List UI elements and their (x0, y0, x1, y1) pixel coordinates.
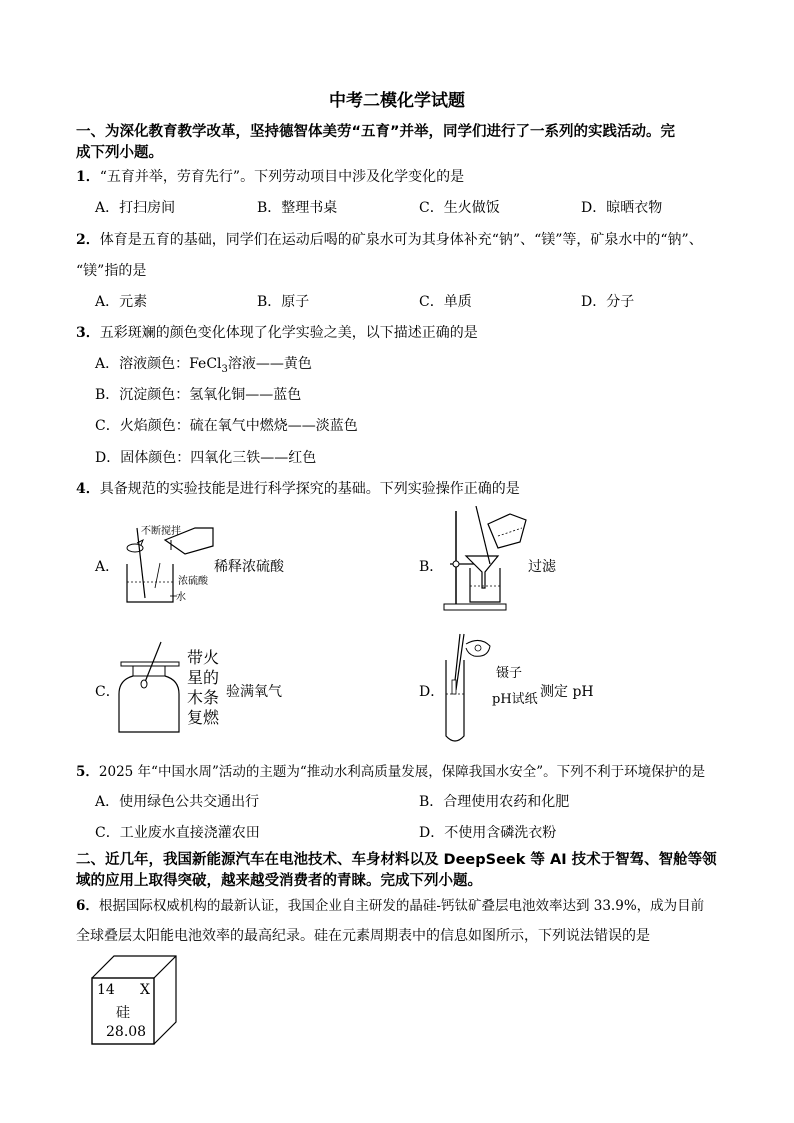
q5-option-c[interactable]: C．工业废水直接浇灌农田 (95, 825, 260, 841)
question-number: 4． (76, 481, 100, 497)
label-water: 水 (176, 592, 186, 603)
q4-option-b-caption: 过滤 (528, 559, 556, 575)
q1-option-a[interactable]: A．打扫房间 (95, 200, 176, 216)
question-stem: 具备规范的实验技能是进行科学探究的基础。下列实验操作正确的是 (99, 481, 520, 497)
element-atomic-mass: 28.08 (106, 1024, 147, 1040)
page-title: 中考二模化学试题 (329, 91, 465, 111)
question-6 (76, 894, 704, 914)
q1-option-d[interactable]: D．晾晒衣物 (581, 200, 663, 216)
question-3 (76, 322, 478, 342)
label-ph-paper: pH试纸 (492, 692, 538, 707)
label-glowing-splint (187, 648, 227, 728)
section-2-line-2: 域的应用上取得突破，越来越受消费者的青睐。完成下列小题。 (76, 873, 482, 889)
q2-option-b[interactable]: B．原子 (257, 294, 310, 310)
filtration-diagram (438, 506, 528, 616)
question-1 (76, 166, 464, 186)
ph-test-diagram (438, 632, 498, 746)
q5-option-b[interactable]: B．合理使用农药和化肥 (419, 794, 570, 810)
section-2-line-1: 二、近几年，我国新能源汽车在电池技术、车身材料以及 DeepSeek 等 AI 技术于智驾、智舱等领 (76, 852, 717, 868)
q4-option-a-letter[interactable]: A． (95, 559, 120, 575)
question-2 (76, 229, 703, 249)
q3-option-c[interactable]: C．火焰颜色：硫在氧气中燃烧——淡蓝色 (95, 418, 358, 434)
q3-option-a[interactable] (95, 353, 312, 375)
question-stem: 2025 年“中国水周”活动的主题为“推动水利高质量发展，保障我国水安全”。下列不利于环境保护的是 (98, 764, 706, 780)
q3-option-b[interactable]: B．沉淀颜色：氢氧化铜——蓝色 (95, 387, 302, 403)
label-line: 复燃 (187, 708, 220, 727)
q4-option-b-letter[interactable]: B． (419, 559, 444, 575)
q2-option-d[interactable]: D．分子 (581, 294, 635, 310)
q4-option-c-letter[interactable]: C． (95, 684, 120, 700)
option-text: 溶液——黄色 (227, 356, 312, 372)
subscript: 3 (221, 363, 228, 375)
option-text: A．溶液颜色：FeCl (95, 356, 222, 372)
q3-option-d[interactable]: D．固体颜色：四氧化三铁——红色 (95, 450, 317, 466)
section-1-line-1: 一、为深化教育教学改革，坚持德智体美劳“五育”并举，同学们进行了一系列的实践活动。完 (76, 124, 676, 140)
question-stem: 体育是五育的基础，同学们在运动后喝的矿泉水可为其身体补充“钠”、“镁”等，矿泉水中的“钠”、 (99, 232, 703, 248)
label-stirring: 不断搅拌 (141, 526, 181, 537)
question-stem: “五育并举，劳育先行”。下列劳动项目中涉及化学变化的是 (99, 169, 465, 185)
question-number: 6． (76, 898, 99, 914)
label-line: 带火 (187, 648, 220, 667)
question-stem: 根据国际权威机构的最新认证，我国企业自主研发的晶硅-钙钛矿叠层电池效率达到 33.9%，成为目前 (98, 898, 705, 914)
question-5 (76, 760, 705, 780)
q5-option-d[interactable]: D．不使用含磷洗衣粉 (419, 825, 557, 841)
q1-option-c[interactable]: C．生火做饭 (419, 200, 500, 216)
element-atomic-number: 14 (97, 982, 115, 998)
question-number: 1． (76, 169, 100, 185)
question-number: 5． (76, 764, 99, 780)
question-4 (76, 478, 520, 498)
label-concentrated-acid: 浓硫酸 (178, 576, 208, 587)
q4-option-d-caption: 测定 pH (540, 684, 594, 700)
label-line: 木条 (187, 688, 220, 707)
question-number: 3． (76, 325, 100, 341)
q5-option-a[interactable]: A．使用绿色公共交通出行 (95, 794, 260, 810)
oxygen-test-diagram (115, 640, 190, 738)
q1-option-b[interactable]: B．整理书桌 (257, 200, 338, 216)
section-1-line-2: 成下列小题。 (76, 145, 163, 161)
label-tweezers: 镊子 (496, 666, 523, 681)
question-2-stem-line-2: “镁”指的是 (76, 263, 147, 279)
question-number: 2． (76, 232, 100, 248)
q2-option-c[interactable]: C．单质 (419, 294, 472, 310)
question-stem: 五彩斑斓的颜色变化体现了化学实验之美，以下描述正确的是 (99, 325, 478, 341)
q4-option-a-caption: 稀释浓硫酸 (214, 559, 284, 575)
q4-option-c-caption: 验满氧气 (226, 684, 282, 700)
q4-option-d-letter[interactable]: D． (419, 684, 445, 700)
label-line: 星的 (187, 668, 220, 687)
element-symbol: X (140, 982, 150, 998)
q2-option-a[interactable]: A．元素 (95, 294, 148, 310)
element-name: 硅 (116, 1005, 130, 1021)
question-6-stem-line-2: 全球叠层太阳能电池效率的最高纪录。硅在元素周期表中的信息如图所示，下列说法错误的是 (76, 928, 650, 944)
